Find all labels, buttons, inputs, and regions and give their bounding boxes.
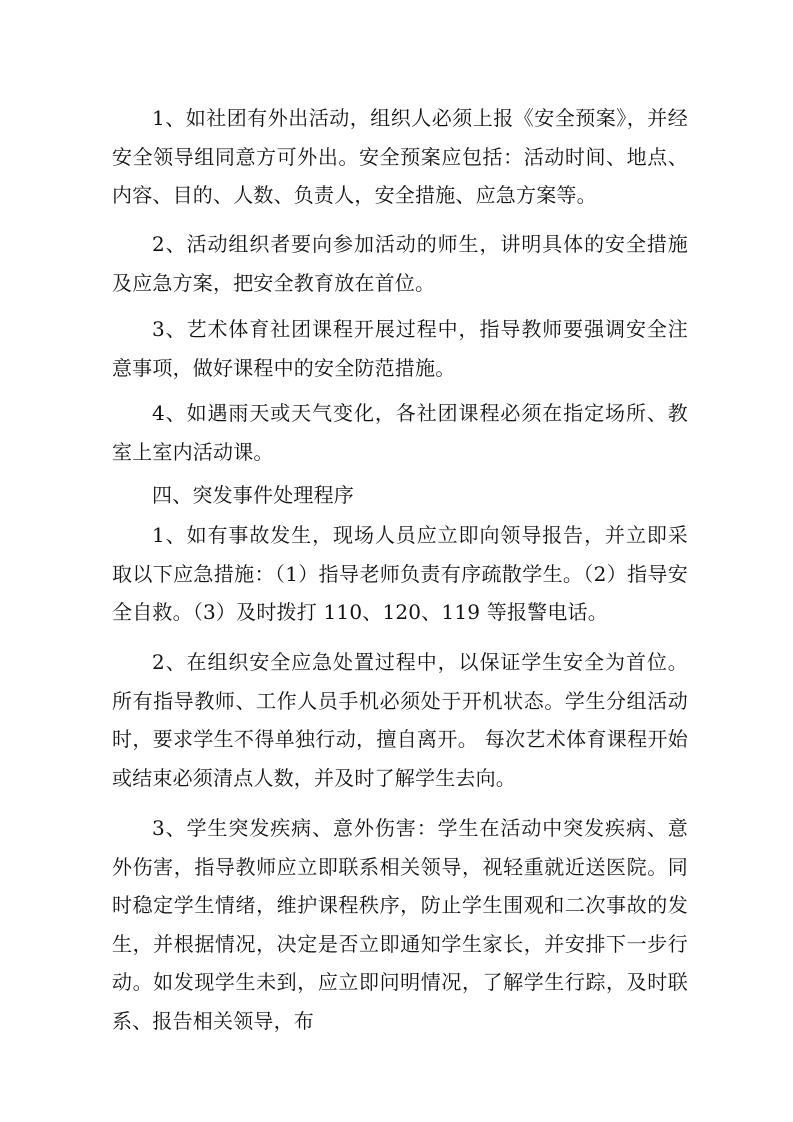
paragraph-safety-education: 2、活动组织者要向参加活动的师生，讲明具体的安全措施及应急方案，把安全教育放在首位。 (112, 232, 688, 295)
paragraph-accident-response: 1、如有事故发生，现场人员应立即向领导报告，并立即采取以下应急措施：（1）指导老师负责有序疏散学生。（2）指导安全自救。（3）及时拨打 110、120、119 等报警电话。 (112, 523, 688, 624)
paragraph-course-precautions: 3、艺术体育社团课程开展过程中，指导教师要强调安全注意事项，做好课程中的安全防范措施。 (112, 317, 688, 380)
section-heading-emergency-procedure: 四、突发事件处理程序 (152, 483, 354, 507)
paragraph-outing-safety-plan: 1、如社团有外出活动，组织人必须上报《安全预案》，并经安全领导组同意方可外出。安全预案应包括：活动时间、地点、内容、目的、人数、负责人，安全措施、应急方案等。 (112, 106, 688, 207)
paragraph-student-safety-priority: 2、在组织安全应急处置过程中，以保证学生安全为首位。所有指导教师、工作人员手机必须处于开机状态。学生分组活动时，要求学生不得单独行动，擅自离开。 每次艺术体育课程开始或结束必须清点人数，并及时了解学生去向。 (112, 650, 688, 790)
paragraph-weather-change: 4、如遇雨天或天气变化，各社团课程必须在指定场所、教室上室内活动课。 (112, 401, 688, 464)
paragraph-illness-injury: 3、学生突发疾病、意外伤害：学生在活动中突发疾病、意外伤害，指导教师应立即联系相关领导，视轻重就近送医院。同时稳定学生情绪，维护课程秩序，防止学生围观和二次事故的发生，并根据情况，决定是否立即通知学生家长，并安排下一步行动。如发现学生未到，应立即问明情况，了解学生行踪，及时联系、报告相关领导，布 (112, 816, 688, 1033)
